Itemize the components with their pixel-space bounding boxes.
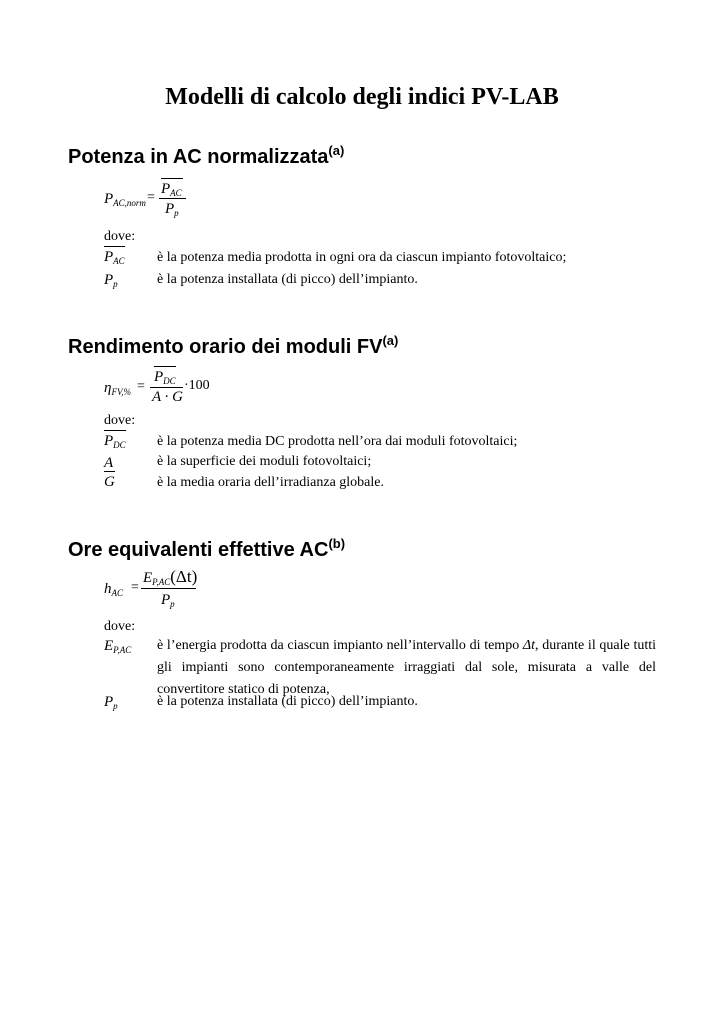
definition-text: è la potenza media DC prodotta nell’ora dai moduli fotovoltaici; [157,434,518,449]
definition-symbol: $P_p$ [104,272,118,289]
section-heading-ore-equivalenti: Ore equivalenti effettive AC$^{(b)}$ [68,536,346,561]
section-heading-rendimento: Rendimento orario dei moduli FV$^{(a)}$ [68,333,399,358]
definition-symbol: $E_{P,AC}$ [104,638,132,655]
definition-symbol: $P_{AC}$ [104,248,125,266]
definition-symbol: $P_p$ [104,694,118,711]
page-title: Modelli di calcolo degli indici PV-LAB [165,84,559,110]
where-label: dove: [104,229,136,244]
definition-text-energia: è l’energia prodotta da ciascun impianto nell’intervallo di tempo Δt, durante il quale tutti gli impianti sono contemporaneamente irraggiati dal sole, misurata a valle del convertitore statico di potenza, [157,638,657,697]
definition-symbol: $P_{DC}$ [104,432,126,450]
where-label: dove: [104,619,136,634]
where-label: dove: [104,413,136,428]
definition-text: è la potenza installata (di picco) dell’impianto. [157,272,418,287]
definition-text: è la media oraria dell’irradianza globale. [157,475,384,490]
definition-text: è la potenza installata (di picco) dell’impianto. [157,694,418,709]
definition-symbol: A [104,455,114,471]
definition-symbol: G [104,473,115,491]
definition-text: è la superficie dei moduli fotovoltaici; [157,454,372,469]
section-heading-potenza: Potenza in AC normalizzata$^{(a)}$ [68,143,345,168]
definition-text: è la potenza media prodotta in ogni ora da ciascun impianto fotovoltaico; [157,250,567,265]
